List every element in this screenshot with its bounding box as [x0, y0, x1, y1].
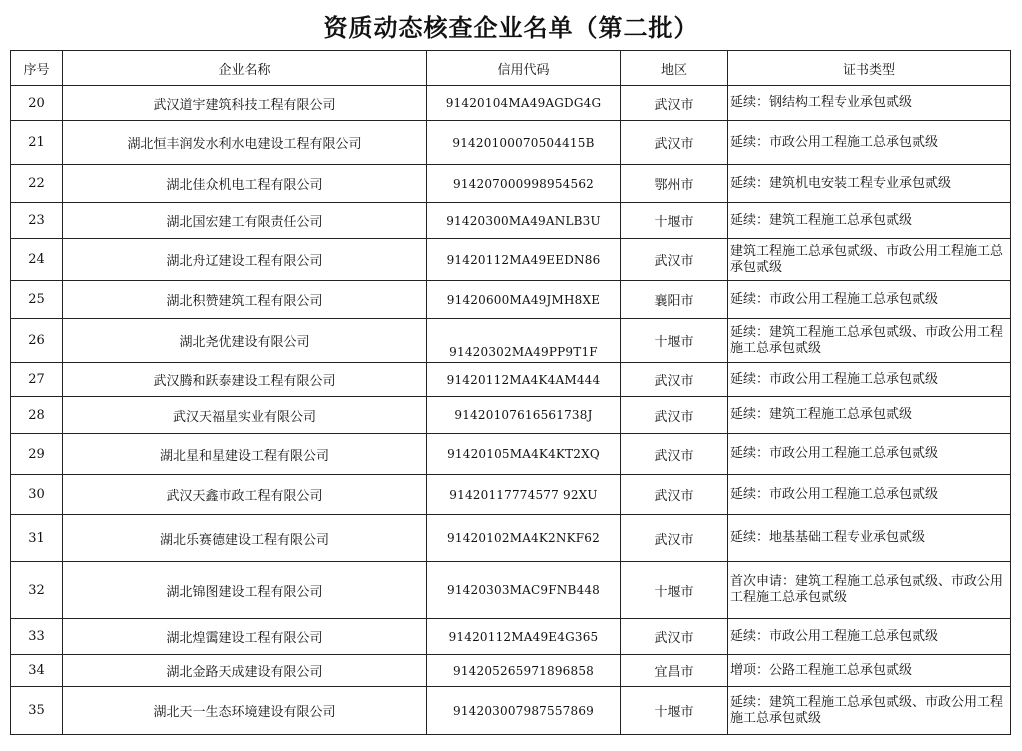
row-index: 30: [11, 475, 63, 515]
row-certificate: 延续：市政公用工程施工总承包贰级: [728, 363, 1011, 397]
row-region: 十堰市: [621, 319, 728, 363]
table-row: [11, 86, 1011, 121]
table-row: [11, 475, 1011, 515]
header-certificate: 证书类型: [728, 51, 1011, 86]
row-certificate: 延续：市政公用工程施工总承包贰级: [728, 281, 1011, 319]
table-row: [11, 121, 1011, 165]
row-region: 十堰市: [621, 203, 728, 239]
row-company: 武汉天鑫市政工程有限公司: [63, 475, 427, 515]
row-index: 21: [11, 121, 63, 165]
row-certificate: 延续：建筑工程施工总承包贰级、市政公用工程施工总承包贰级: [728, 687, 1011, 735]
row-region: 武汉市: [621, 397, 728, 434]
row-index: 20: [11, 86, 63, 121]
row-credit-code: 91420600MA49JMH8XE: [427, 281, 621, 319]
row-credit-code: 914207000998954562: [427, 165, 621, 203]
header-row: [11, 51, 1011, 86]
row-certificate: 延续：建筑工程施工总承包贰级: [728, 397, 1011, 434]
table-body: [11, 86, 1011, 735]
table-row: [11, 239, 1011, 281]
table-header: [11, 51, 1011, 86]
row-certificate: 增项：公路工程施工总承包贰级: [728, 655, 1011, 687]
table-row: [11, 655, 1011, 687]
row-credit-code: 91420303MAC9FNB448: [427, 562, 621, 619]
row-index: 31: [11, 515, 63, 562]
row-certificate: 建筑工程施工总承包贰级、市政公用工程施工总承包贰级: [728, 239, 1011, 281]
row-index: 28: [11, 397, 63, 434]
row-index: 23: [11, 203, 63, 239]
table-row: [11, 562, 1011, 619]
row-index: 33: [11, 619, 63, 655]
row-credit-code: 91420300MA49ANLB3U: [427, 203, 621, 239]
row-region: 鄂州市: [621, 165, 728, 203]
row-company: 湖北积赞建筑工程有限公司: [63, 281, 427, 319]
company-list-table: [10, 50, 1011, 735]
header-region: 地区: [621, 51, 728, 86]
page-title: 资质动态核查企业名单（第二批）: [323, 13, 699, 42]
row-company: 湖北尧优建设有限公司: [63, 319, 427, 363]
row-index: 34: [11, 655, 63, 687]
row-credit-code: 91420105MA4K4KT2XQ: [427, 434, 621, 475]
header-index: 序号: [11, 51, 63, 86]
row-region: 武汉市: [621, 515, 728, 562]
row-company: 湖北国宏建工有限责任公司: [63, 203, 427, 239]
row-credit-code: 91420104MA49AGDG4G: [427, 86, 621, 121]
table-row: [11, 363, 1011, 397]
row-credit-code: 91420302MA49PP9T1F: [427, 319, 621, 363]
table-row: [11, 203, 1011, 239]
row-credit-code: 91420107616561738J: [427, 397, 621, 434]
row-region: 武汉市: [621, 239, 728, 281]
table-row: [11, 319, 1011, 363]
row-certificate: 延续：地基基础工程专业承包贰级: [728, 515, 1011, 562]
row-region: 十堰市: [621, 562, 728, 619]
row-credit-code: 91420112MA49E4G365: [427, 619, 621, 655]
row-company: 武汉天福星实业有限公司: [63, 397, 427, 434]
row-credit-code: 914205265971896858: [427, 655, 621, 687]
table-row: [11, 281, 1011, 319]
row-credit-code: 91420100070504415B: [427, 121, 621, 165]
row-certificate: 延续：市政公用工程施工总承包贰级: [728, 121, 1011, 165]
row-credit-code: 91420117774577 92XU: [427, 475, 621, 515]
row-region: 武汉市: [621, 86, 728, 121]
row-index: 32: [11, 562, 63, 619]
row-company: 武汉道宇建筑科技工程有限公司: [63, 86, 427, 121]
row-credit-code: 91420112MA4K4AM444: [427, 363, 621, 397]
row-index: 24: [11, 239, 63, 281]
row-region: 宜昌市: [621, 655, 728, 687]
row-region: 襄阳市: [621, 281, 728, 319]
row-index: 25: [11, 281, 63, 319]
row-certificate: 延续：市政公用工程施工总承包贰级: [728, 434, 1011, 475]
row-credit-code: 91420102MA4K2NKF62: [427, 515, 621, 562]
row-certificate: 延续：钢结构工程专业承包贰级: [728, 86, 1011, 121]
table-row: [11, 687, 1011, 735]
header-credit-code: 信用代码: [427, 51, 621, 86]
row-company: 湖北锦图建设工程有限公司: [63, 562, 427, 619]
header-company: 企业名称: [63, 51, 427, 86]
row-index: 35: [11, 687, 63, 735]
row-certificate: 延续：建筑机电安装工程专业承包贰级: [728, 165, 1011, 203]
row-certificate: 延续：市政公用工程施工总承包贰级: [728, 619, 1011, 655]
row-company: 湖北恒丰润发水利水电建设工程有限公司: [63, 121, 427, 165]
row-company: 湖北佳众机电工程有限公司: [63, 165, 427, 203]
row-index: 29: [11, 434, 63, 475]
row-region: 武汉市: [621, 121, 728, 165]
row-region: 武汉市: [621, 434, 728, 475]
row-company: 湖北金路天成建设有限公司: [63, 655, 427, 687]
table-row: [11, 397, 1011, 434]
row-company: 湖北煌霭建设工程有限公司: [63, 619, 427, 655]
row-index: 26: [11, 319, 63, 363]
table-row: [11, 515, 1011, 562]
row-index: 27: [11, 363, 63, 397]
row-region: 十堰市: [621, 687, 728, 735]
row-region: 武汉市: [621, 619, 728, 655]
table-row: [11, 434, 1011, 475]
row-certificate: 延续：建筑工程施工总承包贰级: [728, 203, 1011, 239]
row-region: 武汉市: [621, 363, 728, 397]
row-certificate: 延续：市政公用工程施工总承包贰级: [728, 475, 1011, 515]
row-credit-code: 914203007987557869: [427, 687, 621, 735]
row-index: 22: [11, 165, 63, 203]
row-certificate: 首次申请：建筑工程施工总承包贰级、市政公用工程施工总承包贰级: [728, 562, 1011, 619]
row-company: 湖北舟辽建设工程有限公司: [63, 239, 427, 281]
table-row: [11, 619, 1011, 655]
row-company: 湖北乐赛德建设工程有限公司: [63, 515, 427, 562]
table-row: [11, 165, 1011, 203]
row-company: 湖北天一生态环境建设有限公司: [63, 687, 427, 735]
row-company: 湖北星和星建设工程有限公司: [63, 434, 427, 475]
row-company: 武汉腾和跃泰建设工程有限公司: [63, 363, 427, 397]
row-region: 武汉市: [621, 475, 728, 515]
row-credit-code: 91420112MA49EEDN86: [427, 239, 621, 281]
row-certificate: 延续：建筑工程施工总承包贰级、市政公用工程施工总承包贰级: [728, 319, 1011, 363]
